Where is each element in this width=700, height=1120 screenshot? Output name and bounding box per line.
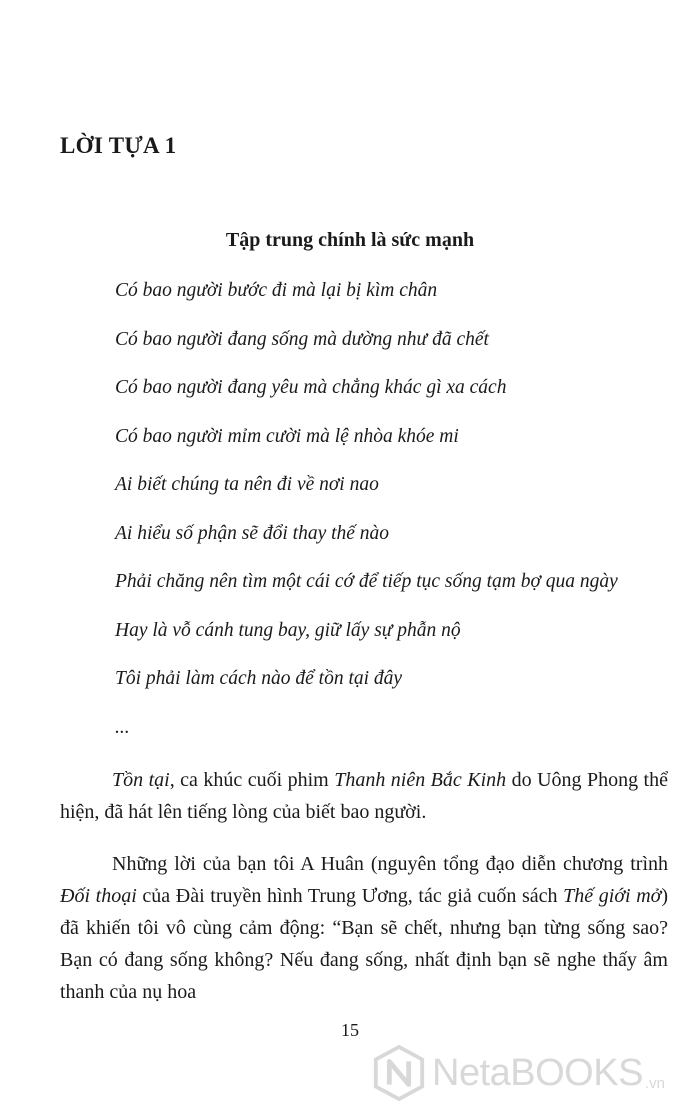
body-paragraph xyxy=(60,764,668,828)
watermark-tld: .vn xyxy=(644,1075,665,1092)
chapter-title: LỜI TỰA 1 xyxy=(60,133,177,158)
netabooks-logo-icon xyxy=(370,1044,428,1102)
paragraph-text: do Uông Phong thể hiện, đã hát lên tiếng lòng của biết bao người. xyxy=(60,769,668,823)
program-title: Đối thoại xyxy=(60,885,137,907)
watermark xyxy=(370,1044,665,1102)
page-number: 15 xyxy=(341,1020,359,1040)
poem-line: Có bao người bước đi mà lại bị kìm chân xyxy=(115,280,438,301)
poem-line: Phải chăng nên tìm một cái cớ để tiếp tục sống tạm bợ qua ngày xyxy=(115,571,618,592)
song-title: Tồn tại xyxy=(112,769,170,791)
poem-line: Có bao người đang yêu mà chẳng khác gì xa cách xyxy=(115,377,507,398)
poem-line: Có bao người đang sống mà dường như đã chết xyxy=(115,328,489,350)
poem-ellipsis: ... xyxy=(115,716,130,738)
paragraph-text: , ca khúc cuối phim xyxy=(169,769,335,791)
poem-title: Tập trung chính là sức mạnh xyxy=(225,229,475,251)
poem-line: Có bao người mỉm cười mà lệ nhòa khóe mi xyxy=(115,425,459,447)
poem-line: Ai hiểu số phận sẽ đổi thay thế nào xyxy=(115,522,390,544)
watermark-brand: NetaBOOKS xyxy=(432,1051,643,1094)
poem-lyrics xyxy=(115,279,618,764)
paragraph-text: của Đài truyền hình Trung Ương, tác giả cuốn sách xyxy=(136,885,564,907)
film-title: Thanh niên Bắc Kinh xyxy=(334,769,507,791)
poem-line: Tôi phải làm cách nào để tồn tại đây xyxy=(115,668,403,689)
book-title: Thế giới mở xyxy=(563,885,662,907)
paragraph-text: ) đã khiến tôi vô cùng cảm động: “Bạn sẽ chết, nhưng bạn từng sống sao? Bạn có đang sống không? Nếu đang sống, nhất định bạn sẽ nghe thấy âm thanh của nụ hoa xyxy=(60,885,668,1003)
poem-line: Hay là vỗ cánh tung bay, giữ lấy sự phẫn nộ xyxy=(115,619,461,641)
poem-line: Ai biết chúng ta nên đi về nơi nao xyxy=(115,474,379,495)
body-paragraph xyxy=(60,848,668,1008)
paragraph-text: Những lời của bạn tôi A Huân (nguyên tổng đạo diễn chương trình xyxy=(112,853,668,875)
